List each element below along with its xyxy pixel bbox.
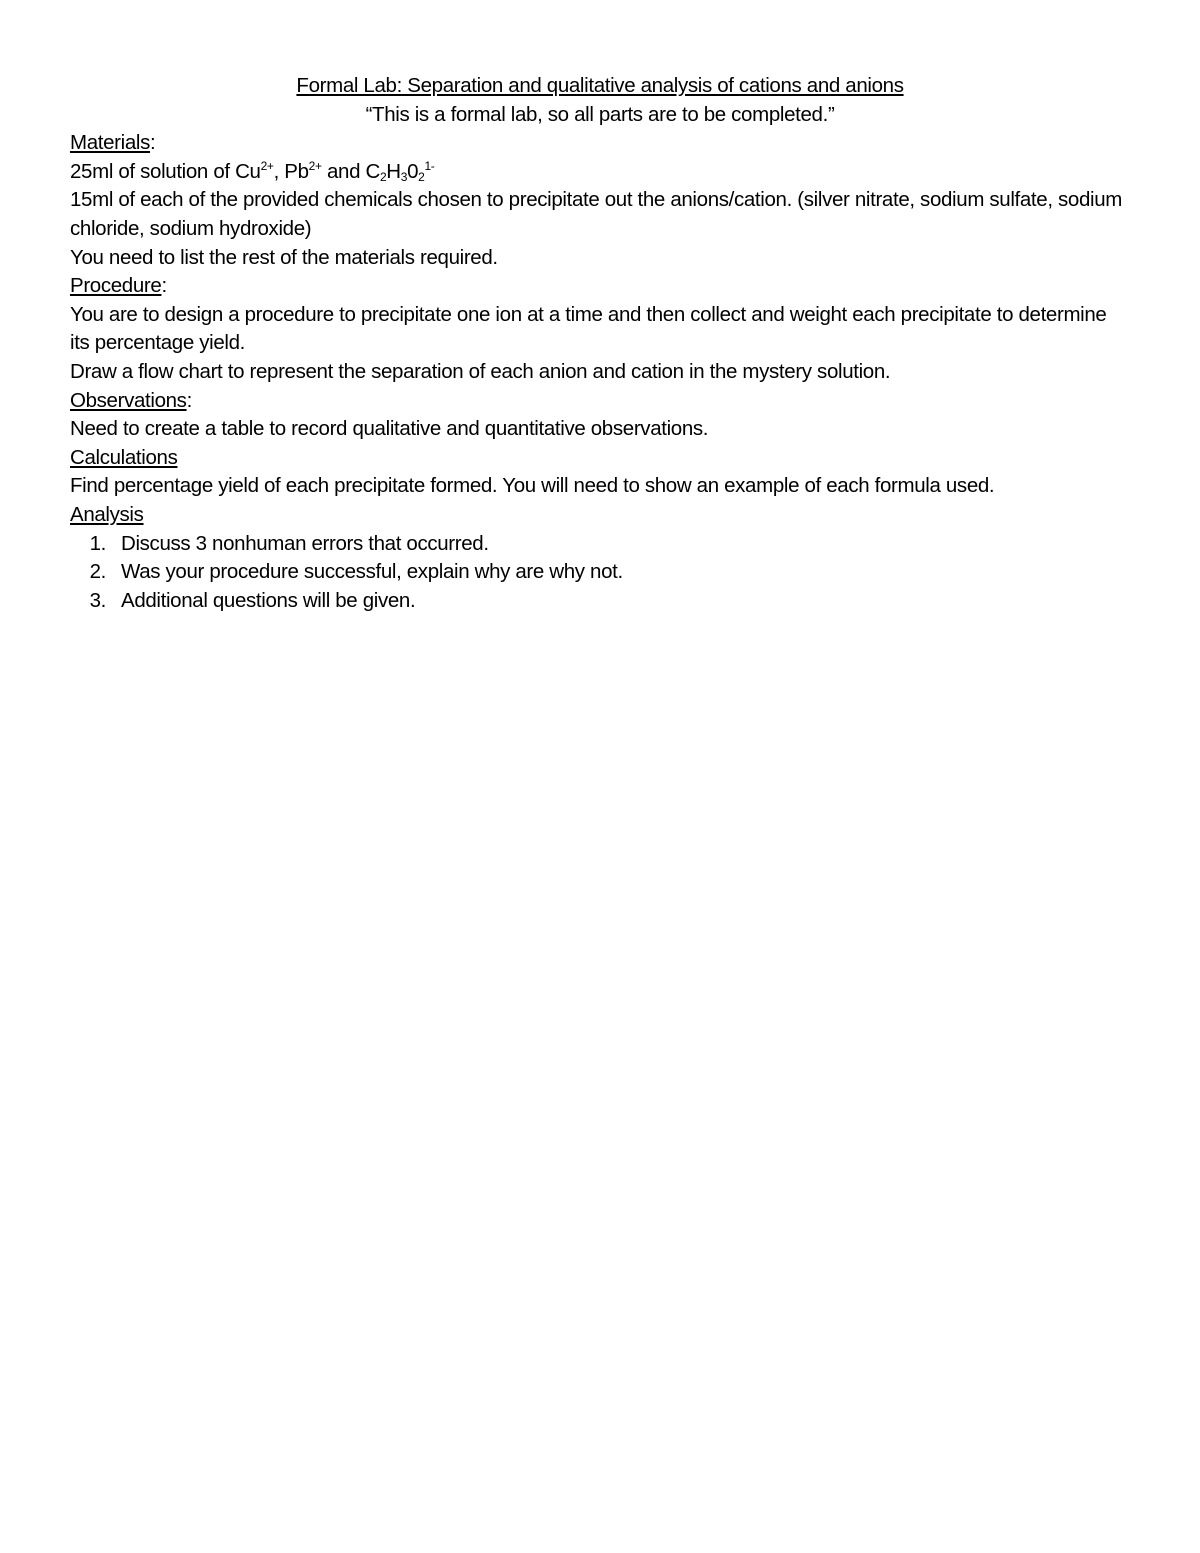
list-item-text: Discuss 3 nonhuman errors that occurred. bbox=[121, 531, 489, 555]
materials-heading-text: Materials bbox=[70, 131, 151, 155]
list-item-number: 1. bbox=[89, 531, 106, 555]
calculations-heading-text: Calculations bbox=[70, 445, 178, 469]
calculations-section bbox=[70, 444, 1130, 501]
materials-solution-line bbox=[70, 158, 1130, 187]
solution-prefix: 25ml of solution of Cu bbox=[70, 159, 261, 183]
observations-heading-text: Observations bbox=[70, 388, 187, 412]
o-subscript: 2 bbox=[418, 169, 425, 184]
document-title: Formal Lab: Separation and qualitative analysis of cations and anions bbox=[296, 74, 904, 97]
procedure-heading bbox=[70, 272, 1130, 301]
procedure-line-2: Draw a flow chart to represent the separation of each anion and cation in the mystery solution. bbox=[70, 359, 891, 383]
observations-line-1: Need to create a table to record qualitative and quantitative observations. bbox=[70, 417, 709, 441]
procedure-line-1: You are to design a procedure to precipitate one ion at a time and then collect and weight each precipitate to determine its percentage yield. bbox=[70, 302, 1107, 355]
list-item-number: 3. bbox=[89, 588, 106, 612]
calculations-heading bbox=[70, 444, 1130, 473]
pb-charge: 2+ bbox=[308, 158, 322, 173]
solution-sep-c: and C bbox=[321, 159, 380, 183]
cu-charge: 2+ bbox=[260, 158, 274, 173]
acetate-charge: 1- bbox=[424, 158, 435, 173]
h-symbol: H bbox=[386, 159, 401, 183]
materials-section bbox=[70, 129, 1130, 272]
list-item-number: 2. bbox=[89, 560, 106, 584]
list-item bbox=[70, 530, 1130, 559]
observations-heading bbox=[70, 387, 1130, 416]
document-body bbox=[70, 72, 1130, 615]
c-subscript: 2 bbox=[379, 169, 387, 184]
analysis-list bbox=[70, 530, 1130, 616]
h-subscript: 3 bbox=[400, 169, 408, 184]
list-item bbox=[70, 558, 1130, 587]
observations-heading-colon: : bbox=[186, 388, 192, 412]
o-symbol: 0 bbox=[407, 159, 419, 183]
list-item-text: Was your procedure successful, explain why are why not. bbox=[121, 560, 623, 584]
list-item-text: Additional questions will be given. bbox=[121, 588, 416, 612]
analysis-heading-text: Analysis bbox=[70, 502, 144, 526]
materials-heading bbox=[70, 129, 1130, 158]
list-item bbox=[70, 587, 1130, 616]
observations-section bbox=[70, 387, 1130, 444]
materials-heading-colon: : bbox=[150, 131, 156, 155]
analysis-heading bbox=[70, 501, 1130, 530]
materials-chemicals-line: 15ml of each of the provided chemicals chosen to precipitate out the anions/cation. (silver nitrate, sodium sulfate, sodium chloride, sodium hydroxide) bbox=[70, 188, 1123, 240]
procedure-section bbox=[70, 272, 1130, 386]
analysis-section bbox=[70, 501, 1130, 615]
procedure-heading-text: Procedure bbox=[70, 274, 162, 298]
intro-quote: “This is a formal lab, so all parts are to be completed.” bbox=[365, 102, 835, 126]
solution-sep-pb: , Pb bbox=[273, 159, 309, 183]
materials-list-rest-line: You need to list the rest of the materials required. bbox=[70, 245, 498, 269]
calculations-line-1: Find percentage yield of each precipitate formed. You will need to show an example of each formula used. bbox=[70, 474, 995, 498]
procedure-heading-colon: : bbox=[161, 274, 167, 298]
